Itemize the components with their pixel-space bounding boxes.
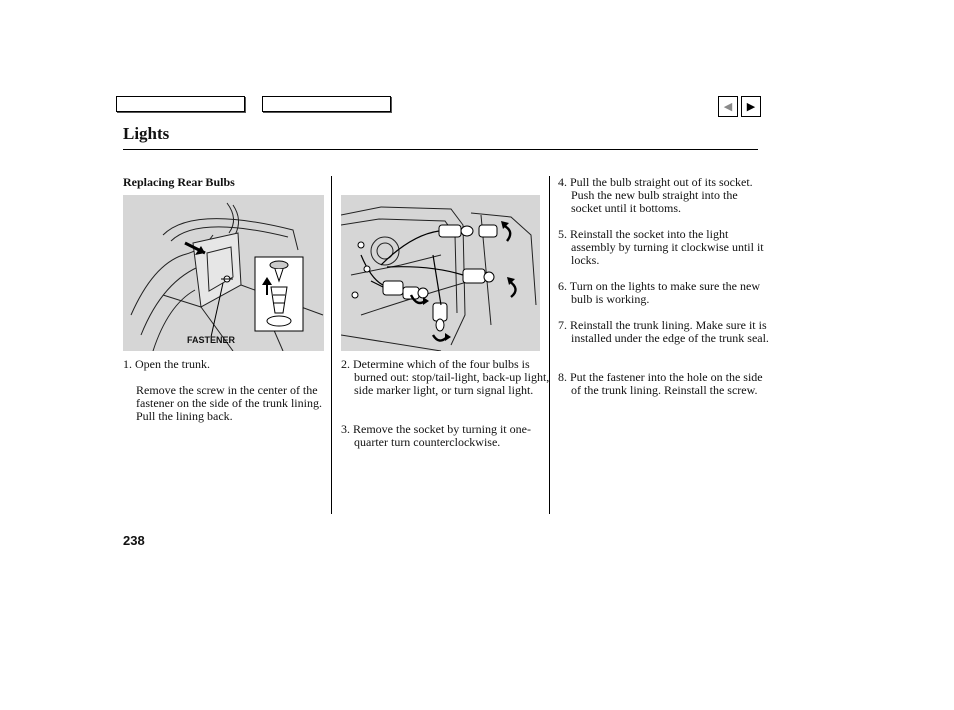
column-divider	[549, 176, 550, 514]
main-menu-button[interactable]	[116, 96, 245, 112]
prev-page-button[interactable]	[718, 96, 738, 117]
step-4: 4. Pull the bulb straight out of its socket. Push the new bulb straight into the socket until it bottoms.	[558, 175, 753, 215]
trunk-fastener-illustration	[123, 195, 324, 351]
column-divider	[331, 176, 332, 514]
step-3: 3. Remove the socket by turning it one-quarter turn counterclockwise.	[341, 422, 531, 449]
step-5: 5. Reinstall the socket into the light assembly by turning it clockwise until it locks.	[558, 227, 764, 267]
step-6: 6. Turn on the lights to make sure the new bulb is working.	[558, 279, 760, 306]
page-title: Lights	[123, 124, 170, 143]
page-number: 238	[123, 533, 145, 548]
triangle-left-icon: ◀	[723, 100, 733, 113]
fastener-label: FASTENER	[187, 335, 236, 345]
step-2: 2. Determine which of the four bulbs is burned out: stop/tail-light, back-up light, side marker light, or turn signal light.	[341, 357, 550, 397]
section-heading: Replacing Rear Bulbs	[123, 175, 235, 189]
triangle-right-icon: ▶	[746, 100, 756, 113]
taillight-assembly-drawing	[341, 195, 540, 351]
trunk-lining-drawing	[123, 195, 324, 351]
step-7: 7. Reinstall the trunk lining. Make sure it is installed under the edge of the trunk seal.	[558, 318, 769, 345]
rear-bulb-sockets-illustration	[341, 195, 540, 351]
index-button[interactable]	[262, 96, 391, 112]
step-1-detail: Remove the screw in the center of the fastener on the side of the trunk lining. Pull the lining back.	[136, 383, 322, 423]
title-divider	[123, 149, 758, 150]
next-page-button[interactable]	[741, 96, 761, 117]
step-8: 8. Put the fastener into the hole on the side of the trunk lining. Reinstall the screw.	[558, 370, 763, 397]
step-1: 1. Open the trunk.	[123, 357, 210, 371]
